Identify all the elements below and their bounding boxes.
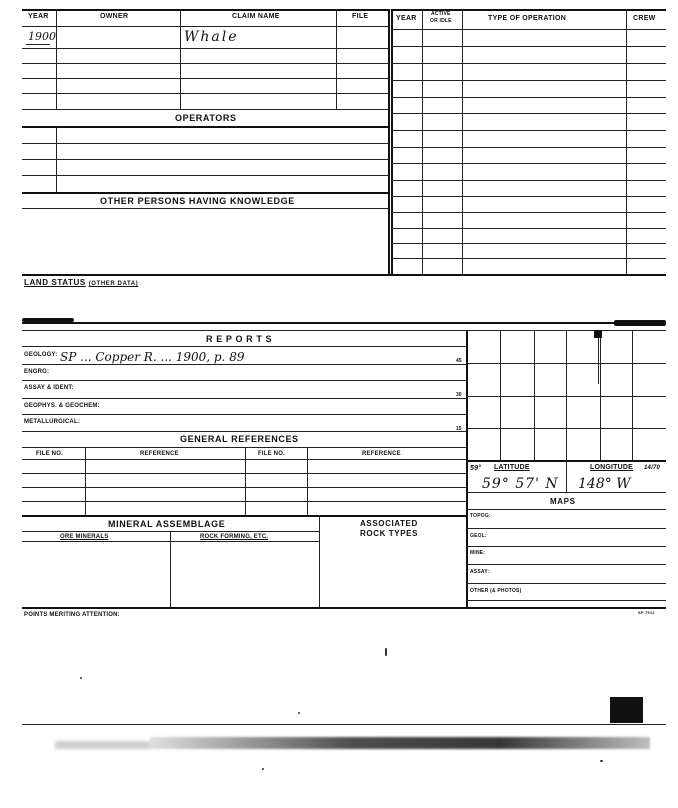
ore-minerals-label: ORE MINERALS bbox=[60, 534, 109, 540]
latitude-prefix: 59° bbox=[470, 465, 482, 472]
operators-title: OPERATORS bbox=[175, 113, 237, 123]
points-label: POINTS MERITING ATTENTION: bbox=[24, 612, 120, 618]
associated-label: ASSOCIATED bbox=[360, 519, 418, 528]
claim-name-header: CLAIM NAME bbox=[232, 13, 280, 20]
ref-reference-2: REFERENCE bbox=[362, 451, 401, 457]
maps-other: OTHER (& PHOTOS) bbox=[470, 588, 522, 594]
maps-title: MAPS bbox=[550, 497, 576, 506]
metallurgical-num: 15 bbox=[456, 426, 462, 432]
crew-header: CREW bbox=[633, 15, 656, 22]
general-references-title: GENERAL REFERENCES bbox=[180, 434, 299, 444]
latitude-label: LATITUDE bbox=[494, 464, 530, 471]
type-of-operation-header: TYPE OF OPERATION bbox=[488, 15, 567, 22]
file-header: FILE bbox=[352, 13, 369, 20]
metallurgical-label: METALLURGICAL: bbox=[24, 419, 81, 425]
land-status-sub: (OTHER DATA) bbox=[88, 281, 139, 287]
geology-label: GEOLOGY: bbox=[24, 352, 58, 358]
ref-file-no-2: FILE NO. bbox=[258, 451, 285, 457]
ref-reference-1: REFERENCE bbox=[140, 451, 179, 457]
engrg-label: ENGRG: bbox=[24, 369, 50, 375]
geology-value: SP ... Copper R. ... 1900, p. 89 bbox=[60, 350, 245, 364]
longitude-suffix: 14/70 bbox=[644, 465, 661, 471]
longitude-label: LONGITUDE bbox=[590, 464, 634, 471]
maps-topog: TOPOG: bbox=[470, 513, 491, 519]
geology-num: 45 bbox=[456, 358, 462, 364]
assay-num: 30 bbox=[456, 392, 462, 398]
other-persons-title: OTHER PERSONS HAVING KNOWLEDGE bbox=[100, 196, 295, 206]
maps-assay: ASSAY: bbox=[470, 569, 490, 575]
mineral-assemblage-title: MINERAL ASSEMBLAGE bbox=[108, 519, 226, 529]
assay-label: ASSAY & IDENT: bbox=[24, 385, 74, 391]
ops-year-header: YEAR bbox=[396, 15, 417, 22]
active-header: ACTIVE bbox=[431, 11, 451, 17]
rock-forming-label: ROCK FORMING, ETC. bbox=[200, 534, 269, 540]
ref-file-no-1: FILE NO. bbox=[36, 451, 63, 457]
maps-geol: GEOL: bbox=[470, 533, 487, 539]
owner-header: OWNER bbox=[100, 13, 129, 20]
claim-year-value: 1900 bbox=[28, 30, 56, 43]
year-header: YEAR bbox=[28, 13, 49, 20]
scan-smudge bbox=[150, 737, 650, 749]
longitude-value: 148° W bbox=[578, 476, 631, 492]
latitude-value: 59° 57' N bbox=[482, 476, 559, 492]
rock-types-label: ROCK TYPES bbox=[360, 529, 419, 538]
geophys-label: GEOPHYS. & GEOCHEM: bbox=[24, 403, 100, 409]
reports-title: R E P O R T S bbox=[206, 334, 273, 344]
land-status-text: LAND STATUS bbox=[24, 278, 86, 287]
or-idle-header: OR IDLE bbox=[430, 18, 452, 24]
scan-smudge-left bbox=[55, 741, 150, 749]
form-number: SP 7512 bbox=[638, 610, 655, 615]
grid-marker bbox=[594, 330, 602, 338]
land-status-label bbox=[24, 278, 138, 287]
claim-name-value: Whale bbox=[184, 29, 239, 45]
maps-mine: MINE: bbox=[470, 550, 486, 556]
scan-block bbox=[610, 697, 643, 723]
